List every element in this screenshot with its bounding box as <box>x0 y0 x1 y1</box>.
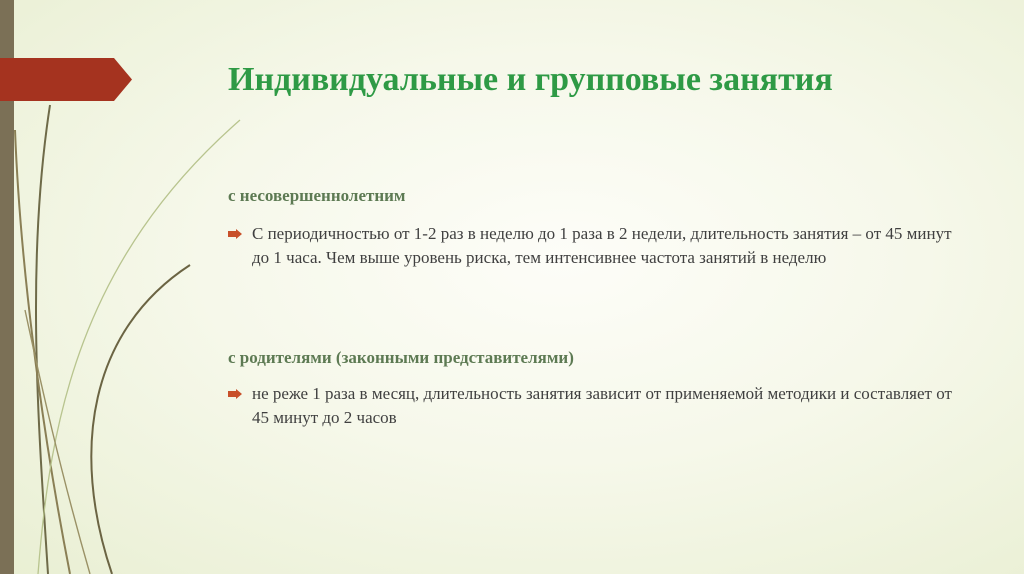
bullet-item-parents <box>228 382 988 430</box>
section-heading-minors: с несовершеннолетним <box>228 186 406 205</box>
arrow-bullet-icon <box>228 382 252 406</box>
bullet-item-minors <box>228 222 988 270</box>
slide-title: Индивидуальные и групповые занятия <box>228 61 833 98</box>
section-heading-parents: с родителями (законными представителями) <box>228 348 574 367</box>
bullet-text-minors: С периодичностью от 1-2 раз в неделю до 1 раза в 2 недели, длительность занятия – от 45 минут до 1 часа. Чем выше уровень риска, тем интенсивнее частота занятий в неделю <box>252 224 952 267</box>
title-ribbon <box>0 58 132 101</box>
bullet-text-parents: не реже 1 раза в месяц, длительность занятия зависит от применяемой методики и составляет от 45 минут до 2 часов <box>252 384 952 427</box>
arrow-bullet-icon <box>228 222 252 246</box>
